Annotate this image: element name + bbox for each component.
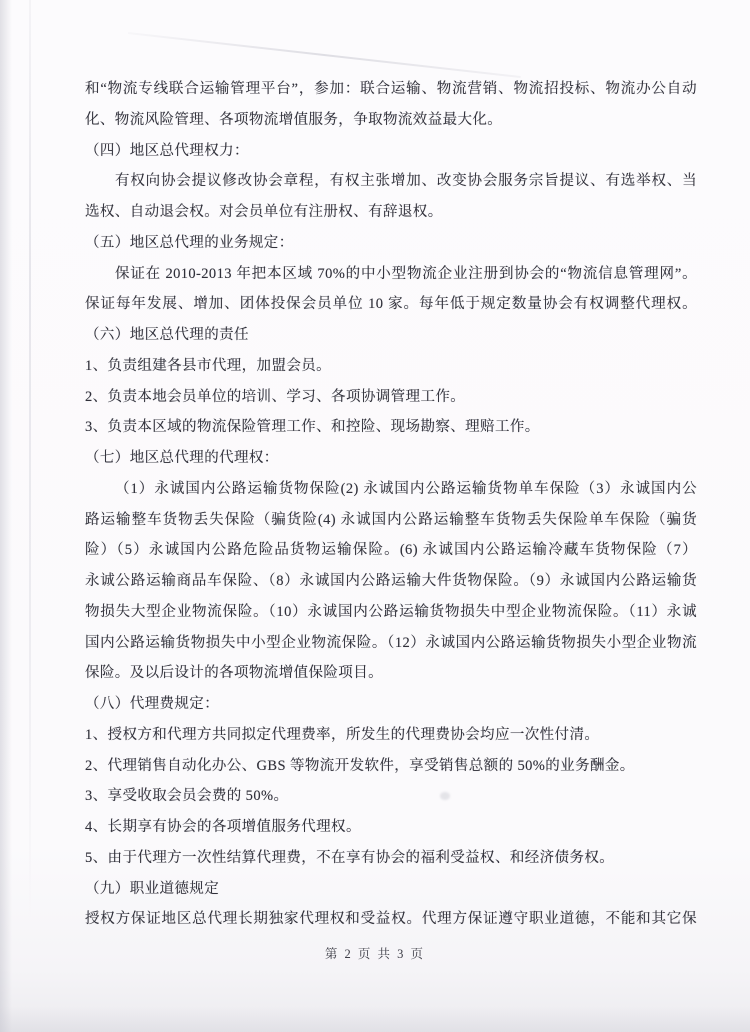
text-line: 化、物流风险管理、各项物流增值服务，争取物流效益最大化。 (85, 111, 503, 128)
list-item: 3、享受收取会员会费的 50%。 (85, 788, 289, 805)
text-line: 国内公路运输货物损失中小型企业物流保险。（12）永诚国内公路运输货物损失小型企业物流 (85, 634, 697, 651)
list-item: 2、代理销售自动化办公、GBS 等物流开发软件，享受销售总额的 50%的业务酬金。 (85, 757, 635, 774)
section-heading: （八）代理费规定： (85, 696, 220, 712)
text-line: 路运输整车货物丢失保险（骗货险(4) 永诚国内公路运输整车货物丢失保险单车保险（骗货 (85, 511, 697, 528)
section-heading: （四）地区总代理权力： (85, 142, 249, 159)
text-line: 物损失大型企业物流保险。（10）永诚国内公路运输货物损失中型企业物流保险。（11）永诚 (85, 603, 697, 620)
text-line: 选权、自动退会权。对会员单位有注册权、有辞退权。 (85, 204, 443, 220)
section-heading: （六）地区总代理的责任 (85, 327, 249, 343)
text-line: 永诚公路运输商品车保险、（8）永诚国内公路运输大件货物保险。（9）永诚国内公路运输货 (85, 573, 697, 589)
text-line: 保险。及以后设计的各项物流增值保险项目。 (85, 665, 383, 682)
text-line: （1）永诚国内公路运输货物保险(2) 永诚国内公路运输货物单车保险（3）永诚国内公 (115, 480, 697, 497)
list-item: 2、负责本地会员单位的培训、学习、各项协调管理工作。 (85, 388, 466, 405)
scan-edge-shadow (0, 0, 12, 1032)
section-heading: （九）职业道德规定 (85, 880, 220, 897)
list-item: 1、授权方和代理方共同拟定代理费率，所发生的代理费协会均应一次性付清。 (85, 726, 600, 743)
text-line: 有权向协会提议修改协会章程，有权主张增加、改变协会服务宗旨提议、有选举权、当 (115, 173, 697, 190)
section-heading: （五）地区总代理的业务规定： (85, 234, 294, 251)
text-line: 和“物流专线联合运输管理平台”，参加：联合运输、物流营销、物流招投标、物流办公自动 (85, 81, 697, 97)
list-item: 5、由于代理方一次性结算代理费，不在享有协会的福利受益权、和经济债务权。 (85, 849, 615, 866)
scan-crease-vertical (29, 0, 31, 920)
text-line: 授权方保证地区总代理长期独家代理权和受益权。代理方保证遵守职业道德，不能和其它保 (85, 911, 697, 928)
text-line: 保证每年发展、增加、团体投保会员单位 10 家。每年低于规定数量协会有权调整代理权。 (85, 296, 697, 313)
list-item: 1、负责组建各县市代理，加盟会员。 (85, 357, 332, 374)
text-line: 保证在 2010-2013 年把本区域 70%的中小型物流企业注册到协会的“物流信息管理网”。 (115, 265, 697, 282)
scan-bottom-shadow (0, 1006, 750, 1032)
text-line: 险）（5）永诚国内公路危险品货物运输保险。(6) 永诚国内公路运输冷藏车货物保险（7） (85, 542, 697, 559)
list-item: 4、长期享有协会的各项增值服务代理权。 (85, 819, 361, 835)
scan-crease-diagonal (128, 32, 521, 78)
list-item: 3、负责本区域的物流保险管理工作、和控险、现场勘察、理赔工作。 (85, 419, 540, 436)
section-heading: （七）地区总代理的代理权： (85, 450, 279, 466)
document-body (85, 74, 697, 935)
page-number-footer: 第 2 页 共 3 页 (324, 947, 426, 961)
